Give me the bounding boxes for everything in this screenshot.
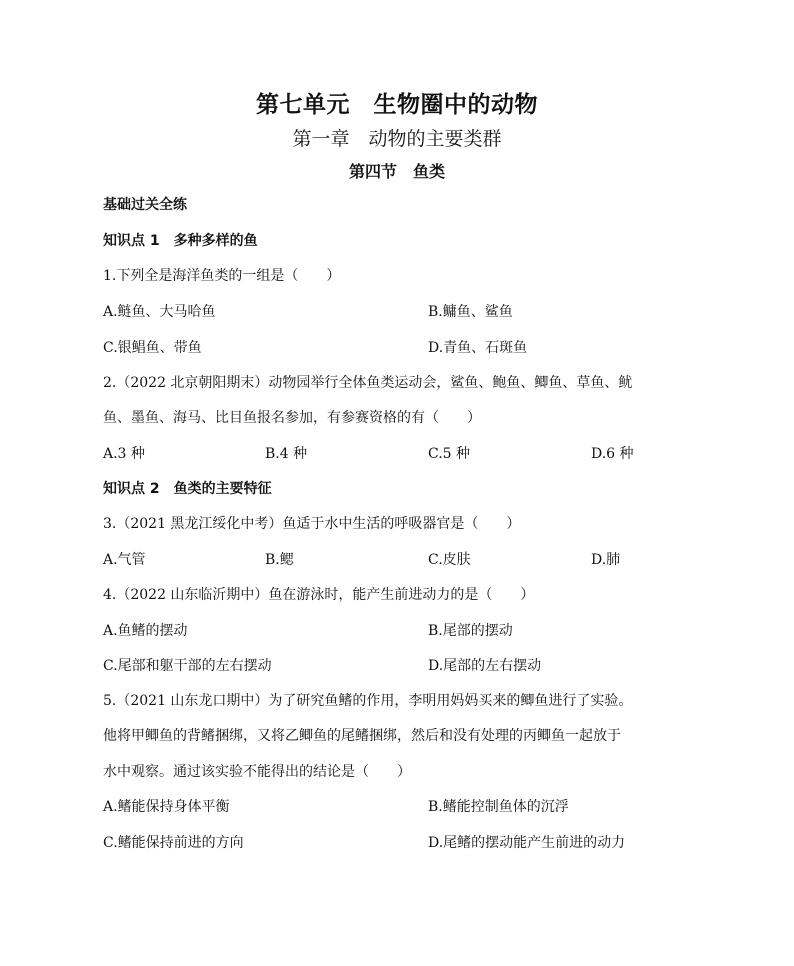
question-5-option-a: A.鳍能保持身体平衡 <box>103 799 230 815</box>
question-4-option-c: C.尾部和躯干部的左右摆动 <box>103 658 272 674</box>
question-5-option-b: B.鳍能控制鱼体的沉浮 <box>428 799 569 815</box>
question-2-option-a: A.3 种 <box>103 446 145 462</box>
question-2-stem-line2: 鱼、墨鱼、海马、比目鱼报名参加，有参赛资格的有（ ） <box>103 410 481 426</box>
question-4-option-a: A.鱼鳍的摆动 <box>103 623 188 639</box>
chapter-title: 第一章 动物的主要类群 <box>292 128 502 150</box>
question-2-option-b: B.4 种 <box>265 446 308 462</box>
question-1-stem: 1.下列全是海洋鱼类的一组是（ ） <box>103 268 341 284</box>
section-title: 第四节 鱼类 <box>348 162 445 181</box>
question-3-stem: 3.（2021 黑龙江绥化中考）鱼适于水中生活的呼吸器官是（ ） <box>103 516 521 532</box>
question-1-option-c: C.银鲳鱼、带鱼 <box>103 340 202 356</box>
knowledge-point-1: 知识点 1 多种多样的鱼 <box>103 233 258 249</box>
question-3-option-c: C.皮肤 <box>428 552 471 568</box>
question-3-option-d: D.肺 <box>591 552 621 568</box>
practice-heading: 基础过关全练 <box>103 197 187 213</box>
question-2-option-c: C.5 种 <box>428 446 471 462</box>
question-1-option-b: B.鳙鱼、鲨鱼 <box>428 304 513 320</box>
question-5-stem-line1: 5.（2021 山东龙口期中）为了研究鱼鳍的作用，李明用妈妈买来的鲫鱼进行了实验。 <box>103 693 633 709</box>
question-5-option-c: C.鳍能保持前进的方向 <box>103 835 244 851</box>
question-5-stem-line3: 水中观察。通过该实验不能得出的结论是（ ） <box>103 764 411 780</box>
unit-title: 第七单元 生物圈中的动物 <box>256 92 538 118</box>
knowledge-point-2: 知识点 2 鱼类的主要特征 <box>103 481 272 497</box>
question-2-stem-line1: 2.（2022 北京朝阳期末）动物园举行全体鱼类运动会，鲨鱼、鲍鱼、鲫鱼、草鱼、鱿 <box>103 375 633 391</box>
question-3-option-b: B.鳃 <box>265 552 294 568</box>
question-5-option-d: D.尾鳍的摆动能产生前进的动力 <box>428 835 626 851</box>
question-4-option-d: D.尾部的左右摆动 <box>428 658 542 674</box>
question-4-stem: 4.（2022 山东临沂期中）鱼在游泳时，能产生前进动力的是（ ） <box>103 587 535 603</box>
question-2-option-d: D.6 种 <box>591 446 634 462</box>
question-1-option-a: A.鲢鱼、大马哈鱼 <box>103 304 216 320</box>
question-4-option-b: B.尾部的摆动 <box>428 623 513 639</box>
question-5-stem-line2: 他将甲鲫鱼的背鳍捆绑，又将乙鲫鱼的尾鳍捆绑，然后和没有处理的丙鲫鱼一起放于 <box>103 728 621 744</box>
question-1-option-d: D.青鱼、石斑鱼 <box>428 340 528 356</box>
question-3-option-a: A.气管 <box>103 552 146 568</box>
